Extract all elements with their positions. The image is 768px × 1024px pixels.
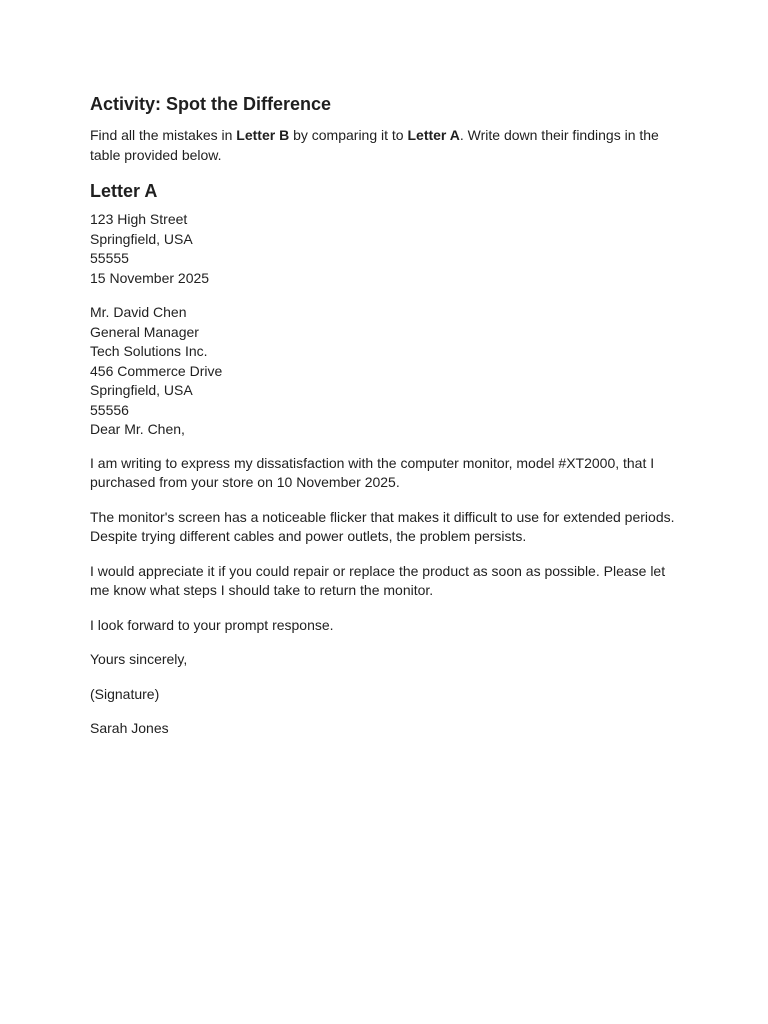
recipient-city: Springfield, USA [90, 382, 193, 398]
activity-title: Activity: Spot the Difference [90, 94, 332, 114]
body-paragraph: I would appreciate it if you could repair or replace the product as soon as possible. Please let me know what steps I should take to return the monitor. [90, 562, 666, 598]
intro-text-3: . Write down their findings in the table provided below. [90, 127, 659, 163]
closing: Yours sincerely, [90, 651, 188, 667]
recipient-company: Tech Solutions Inc. [90, 343, 208, 359]
sender-address [90, 210, 680, 288]
body-paragraph: I look forward to your prompt response. [90, 616, 334, 633]
sender-postcode: 55555 [90, 250, 129, 266]
recipient-address [90, 303, 680, 440]
activity-instructions [90, 126, 680, 165]
document-page [90, 92, 680, 739]
signature-placeholder: (Signature) [90, 685, 160, 702]
body-paragraph: I am writing to express my dissatisfaction with the computer monitor, model #XT2000, that I purchased from your store on 10 November 2025. [90, 454, 655, 490]
letter-date: 15 November 2025 [90, 269, 210, 286]
sender-street: 123 High Street [90, 211, 188, 227]
recipient-title: General Manager [90, 323, 199, 340]
intro-text-1: Find all the mistakes in [90, 127, 237, 143]
recipient-name: Mr. David Chen [90, 304, 187, 320]
letter-heading: Letter A [90, 181, 158, 201]
recipient-street: 456 Commerce Drive [90, 362, 223, 379]
recipient-postcode: 55556 [90, 401, 129, 418]
intro-bold-letter-b: Letter B [236, 127, 290, 143]
intro-text-2: by comparing it to [289, 127, 408, 143]
intro-bold-letter-a: Letter A [407, 127, 460, 143]
body-paragraph: The monitor's screen has a noticeable flicker that makes it difficult to use for extended periods. Despite trying different cables and power outlets, the problem persists. [90, 508, 675, 544]
sender-city: Springfield, USA [90, 230, 193, 247]
sender-name: Sarah Jones [90, 720, 169, 736]
salutation: Dear Mr. Chen, [90, 421, 185, 437]
